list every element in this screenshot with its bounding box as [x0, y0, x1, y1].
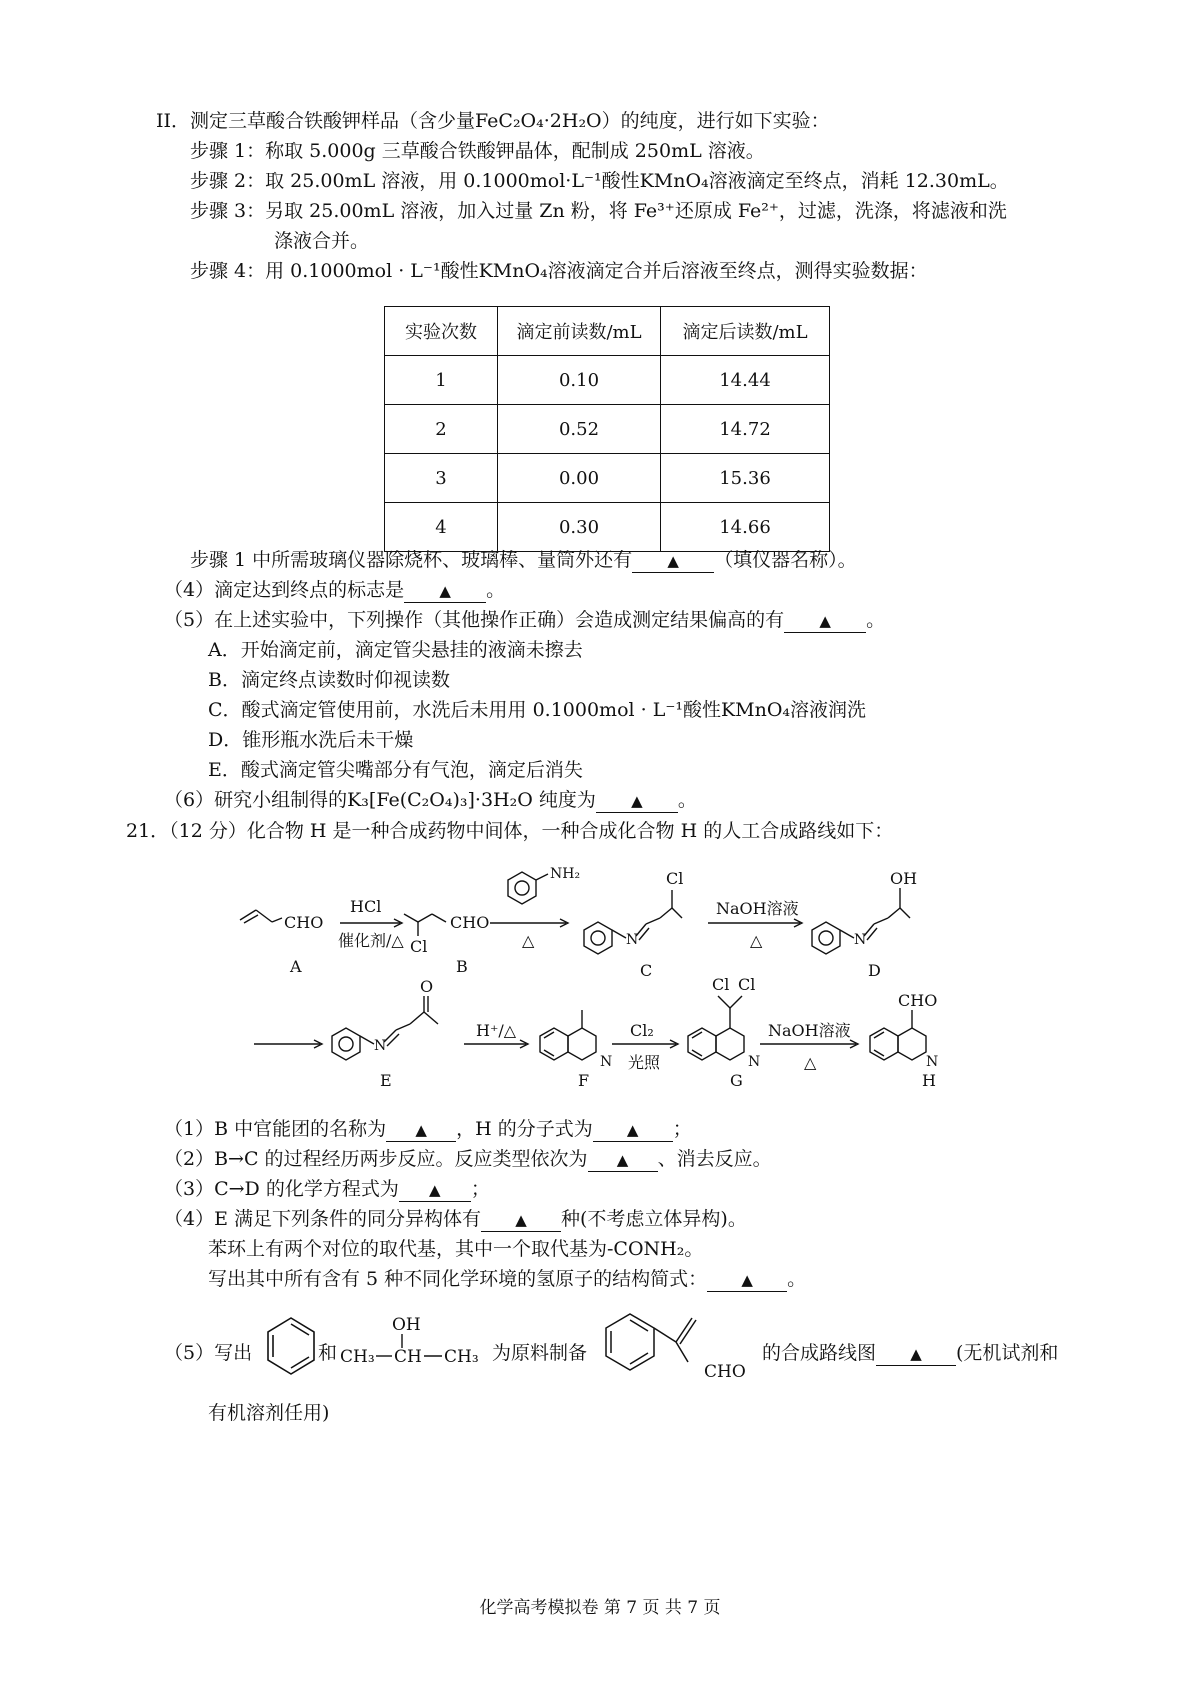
q21-sub-1	[164, 1116, 692, 1142]
question-text: ；	[672, 1118, 692, 1140]
reagent-heat: △	[804, 1053, 817, 1072]
answer-mark: ▲	[631, 792, 643, 810]
table-cell: 14.44	[661, 356, 830, 405]
compound-b-cl: Cl	[410, 937, 428, 956]
synthesis-scheme-row-1	[0, 860, 1200, 1100]
answer-blank[interactable]	[588, 1148, 658, 1172]
question-6	[164, 787, 697, 813]
table-row	[385, 503, 830, 552]
reagent-heat: △	[522, 931, 535, 950]
option-d: D．锥形瓶水洗后未干燥	[208, 729, 414, 751]
label-h: H	[922, 1071, 936, 1090]
compound-g-structure	[688, 996, 744, 1060]
answer-blank[interactable]	[404, 579, 486, 603]
answer-blank[interactable]	[596, 789, 678, 813]
question-text: （2）B→C 的过程经历两步反应。反应类型依次为	[164, 1148, 588, 1170]
question-text: （3）C→D 的化学方程式为	[164, 1178, 399, 1200]
table-cell: 2	[385, 405, 498, 454]
question-text: 写出其中所有含有 5 种不同化学环境的氢原子的结构简式：	[208, 1268, 708, 1290]
step-3: 步骤 3：另取 25.00mL 溶液，加入过量 Zn 粉，将 Fe³⁺还原成 Fe²⁺，过滤，洗涤，将滤液和洗	[190, 200, 1007, 222]
answer-mark: ▲	[910, 1345, 922, 1363]
isopropanol-oh: OH	[392, 1315, 421, 1335]
compound-b-structure	[404, 914, 446, 936]
table-header-cell: 滴定前读数/mL	[498, 307, 661, 356]
table-cell: 3	[385, 454, 498, 503]
reagent-naoh: NaOH溶液	[716, 899, 799, 918]
table-cell: 1	[385, 356, 498, 405]
compound-h-structure	[870, 1010, 926, 1060]
table-header-row	[385, 307, 830, 356]
reagent-naoh: NaOH溶液	[768, 1021, 851, 1040]
label-f: F	[578, 1071, 590, 1090]
table-cell: 0.00	[498, 454, 661, 503]
q21-sub-4-condition: 苯环上有两个对位的取代基，其中一个取代基为-CONH₂。	[208, 1238, 704, 1260]
isopropanol-structure	[340, 1312, 488, 1372]
table-header-cell: 实验次数	[385, 307, 498, 356]
compound-c-cl: Cl	[666, 869, 684, 888]
table-row	[385, 356, 830, 405]
question-text: ；	[470, 1178, 490, 1200]
label-c: C	[640, 961, 653, 980]
answer-mark: ▲	[741, 1271, 753, 1289]
isopropanol-ch3: CH₃	[340, 1347, 375, 1367]
question-text: 。	[866, 609, 886, 631]
compound-a-cho: CHO	[284, 913, 324, 932]
question-text: 。	[486, 579, 506, 601]
q21-sub-5-route	[762, 1340, 1058, 1366]
answer-mark: ▲	[819, 612, 831, 630]
compound-d-oh: OH	[890, 869, 918, 888]
reagent-hcl: HCl	[350, 897, 382, 916]
question-4	[164, 577, 505, 603]
question-text: （5）在上述实验中，下列操作（其他操作正确）会造成测定结果偏高的有	[164, 609, 785, 631]
q21-sub-5-and: 和	[318, 1342, 338, 1364]
label-g: G	[730, 1071, 743, 1090]
q21-sub-5-a: （5）写出	[164, 1342, 253, 1364]
table-row	[385, 454, 830, 503]
reagent-catalyst: 催化剂/△	[338, 931, 404, 950]
option-e: E．酸式滴定管尖嘴部分有气泡，滴定后消失	[208, 759, 583, 781]
compound-g-cl: Cl	[738, 975, 756, 994]
question-text: 。	[677, 789, 697, 811]
answer-blank[interactable]	[481, 1208, 561, 1232]
table-cell: 4	[385, 503, 498, 552]
step-3-cont: 涤液合并。	[274, 230, 370, 252]
answer-mark: ▲	[616, 1151, 629, 1169]
isopropanol-ch: CH	[394, 1347, 422, 1367]
question-text: （4）滴定达到终点的标志是	[164, 579, 405, 601]
table-cell: 14.72	[661, 405, 830, 454]
answer-mark: ▲	[667, 552, 679, 570]
question-text: （4）E 满足下列条件的同分异构体有	[164, 1208, 481, 1230]
compound-d-n: N	[854, 932, 867, 948]
step-1: 步骤 1：称取 5.000g 三草酸合铁酸钾晶体，配制成 250mL 溶液。	[190, 140, 765, 162]
label-d: D	[868, 961, 881, 980]
table-row	[385, 405, 830, 454]
target-product-structure	[600, 1300, 760, 1390]
answer-mark: ▲	[515, 1211, 527, 1229]
question-5	[164, 607, 885, 633]
table-cell: 15.36	[661, 454, 830, 503]
question-21-title: 21．（12 分）化合物 H 是一种合成药物中间体，一种合成化合物 H 的人工合成路线如下：	[126, 820, 894, 842]
answer-blank[interactable]	[707, 1268, 787, 1292]
answer-blank[interactable]	[876, 1342, 956, 1366]
table-cell: 0.10	[498, 356, 661, 405]
reagent-cl2: Cl₂	[630, 1021, 654, 1040]
compound-e-o: O	[420, 977, 434, 996]
compound-h-n: N	[926, 1054, 939, 1070]
q21-sub-2	[164, 1146, 772, 1172]
step-4: 步骤 4：用 0.1000mol · L⁻¹酸性KMnO₄溶液滴定合并后溶液至终点，测得实验数据：	[190, 260, 928, 282]
product-cho: CHO	[704, 1362, 746, 1382]
answer-blank[interactable]	[593, 1118, 673, 1142]
compound-c-n: N	[626, 932, 639, 948]
question-text: 。	[787, 1268, 807, 1290]
option-a: A．开始滴定前，滴定管尖悬挂的液滴未擦去	[208, 639, 583, 661]
question-text: （1）B 中官能团的名称为	[164, 1118, 387, 1140]
question-text: 种(不考虑立体异构)。	[561, 1208, 747, 1230]
compound-f-structure	[540, 1010, 596, 1060]
question-text: （填仪器名称）。	[714, 549, 857, 571]
question-text: (无机试剂和	[956, 1342, 1059, 1364]
compound-f-n: N	[600, 1054, 613, 1070]
reagent-nh2: NH₂	[550, 866, 581, 882]
question-text: 、消去反应。	[657, 1148, 772, 1170]
answer-blank[interactable]	[784, 609, 866, 633]
question-text: 的合成路线图	[762, 1342, 877, 1364]
q21-sub-4-structures	[208, 1266, 806, 1292]
compound-a-structure	[240, 910, 282, 923]
question-text: ，H 的分子式为	[456, 1118, 593, 1140]
benzene-structure	[262, 1310, 320, 1390]
table-cell: 14.66	[661, 503, 830, 552]
table-cell: 0.30	[498, 503, 661, 552]
label-b: B	[456, 957, 468, 976]
q21-sub-4	[164, 1206, 747, 1232]
question-glassware	[190, 547, 857, 573]
compound-b-cho: CHO	[450, 913, 490, 932]
label-a: A	[290, 957, 302, 976]
option-b: B．滴定终点读数时仰视读数	[208, 669, 450, 691]
answer-blank[interactable]	[632, 549, 714, 573]
table-header-cell: 滴定后读数/mL	[661, 307, 830, 356]
answer-blank[interactable]	[399, 1178, 471, 1202]
q21-sub-3	[164, 1176, 490, 1202]
compound-g-cl: Cl	[712, 975, 730, 994]
compound-g-n: N	[748, 1054, 761, 1070]
option-c: C．酸式滴定管使用前，水洗后未用用 0.1000mol · L⁻¹酸性KMnO₄溶液润洗	[208, 699, 867, 721]
part2-title: II．测定三草酸合铁酸钾样品（含少量FeC₂O₄·2H₂O）的纯度，进行如下实验：	[156, 110, 830, 132]
titration-data-table	[384, 306, 830, 552]
question-text: 步骤 1 中所需玻璃仪器除烧杯、玻璃棒、量筒外还有	[190, 549, 633, 571]
isopropanol-ch3: CH₃	[444, 1347, 479, 1367]
answer-mark: ▲	[439, 582, 451, 600]
table-cell: 0.52	[498, 405, 661, 454]
answer-mark: ▲	[429, 1181, 441, 1199]
step-2: 步骤 2：取 25.00mL 溶液，用 0.1000mol·L⁻¹酸性KMnO₄溶液滴定至终点，消耗 12.30mL。	[190, 170, 1009, 192]
q21-sub-5-raw: 为原料制备	[492, 1342, 588, 1364]
label-e: E	[380, 1071, 392, 1090]
answer-blank[interactable]	[386, 1118, 456, 1142]
aniline-structure	[508, 872, 548, 904]
compound-h-cho: CHO	[898, 991, 938, 1010]
page-footer: 化学高考模拟卷 第 7 页 共 7 页	[479, 1598, 721, 1618]
reagent-light: 光照	[628, 1053, 661, 1072]
answer-mark: ▲	[626, 1121, 639, 1139]
q21-sub-5-note: 有机溶剂任用)	[208, 1402, 330, 1424]
reagent-heat: △	[750, 931, 763, 950]
compound-e-n: N	[374, 1038, 387, 1054]
answer-mark: ▲	[415, 1121, 427, 1139]
reagent-acid-heat: H⁺/△	[476, 1021, 517, 1040]
question-text: （6）研究小组制得的K₃[Fe(C₂O₄)₃]·3H₂O 纯度为	[164, 789, 596, 811]
